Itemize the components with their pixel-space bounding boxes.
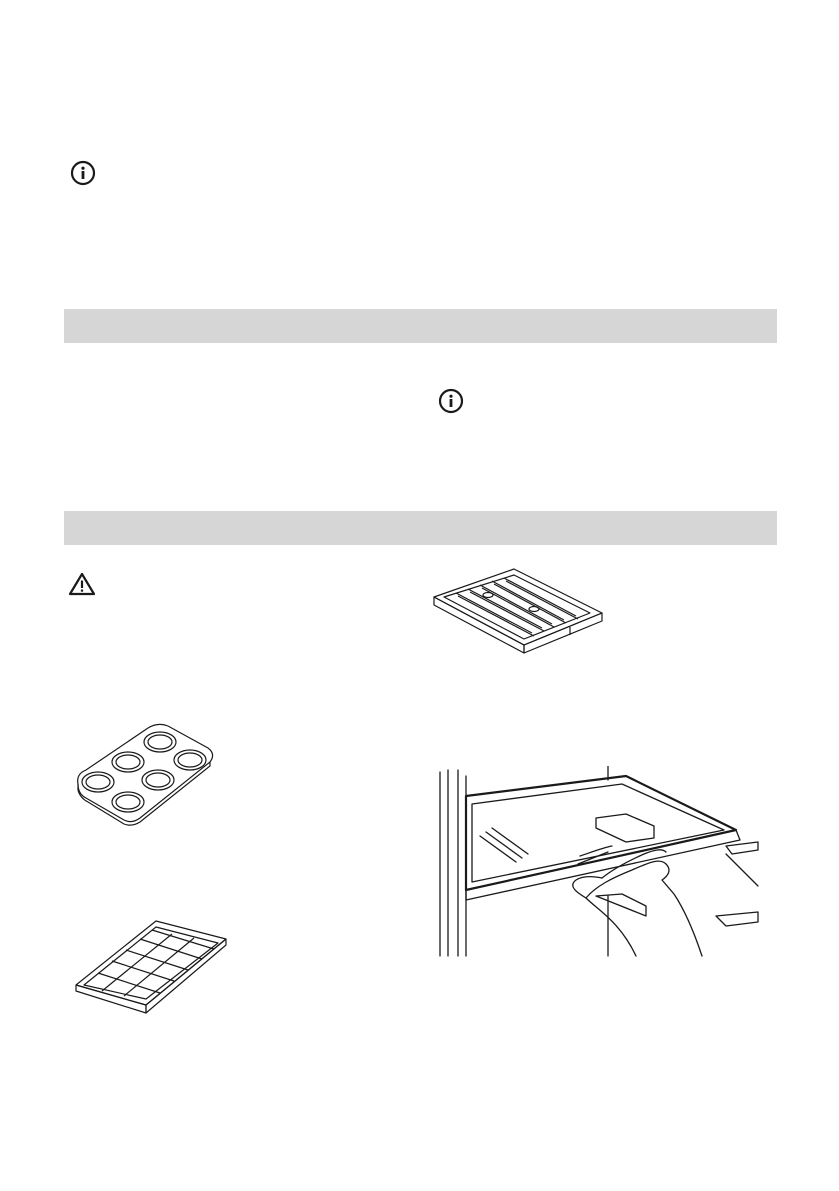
- ice-cube-tray-illustration: [72, 913, 230, 1021]
- section-header-bar: [64, 511, 777, 545]
- muffin-tray-illustration: [74, 722, 216, 827]
- info-icon: [70, 160, 96, 186]
- info-icon: [438, 388, 464, 414]
- warning-icon: [68, 572, 96, 596]
- shelf-removal-illustration: [436, 766, 760, 958]
- freezer-tray-illustration: [430, 565, 610, 665]
- section-header-bar: [64, 309, 777, 343]
